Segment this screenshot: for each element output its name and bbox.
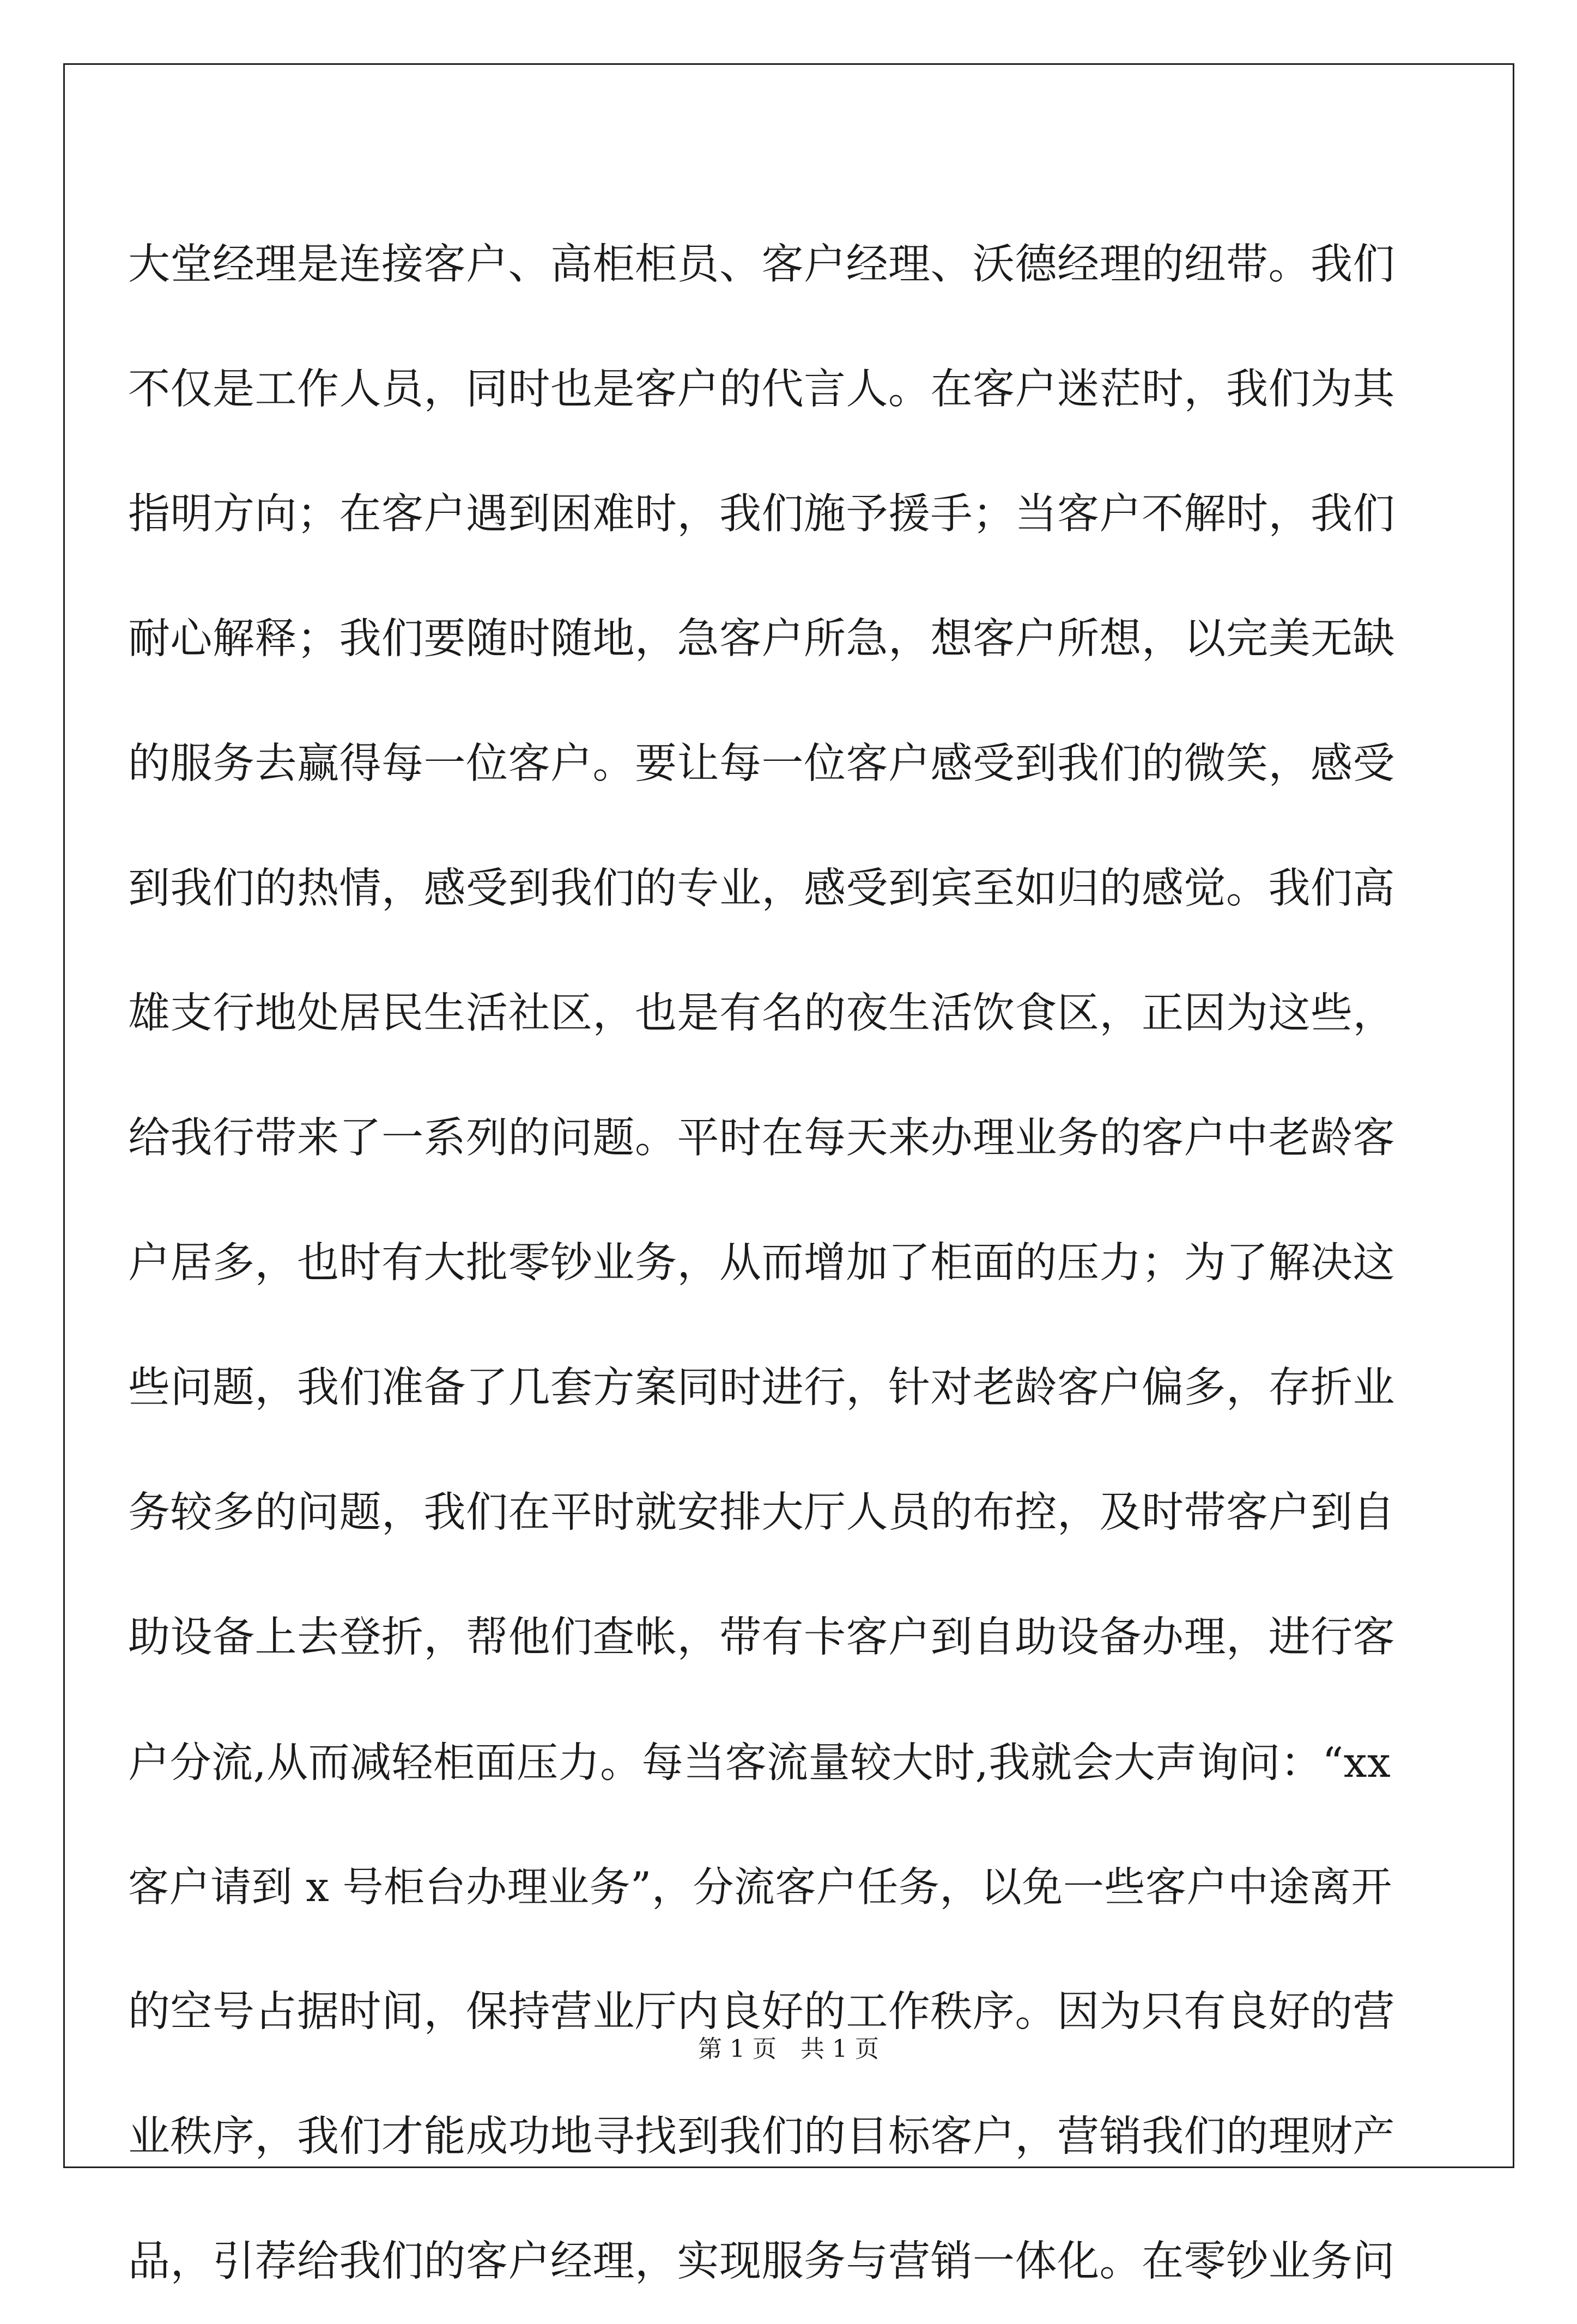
- text-line: 耐心解释；我们要随时随地，急客户所急，想客户所想，以完美无缺: [128, 615, 1395, 663]
- text-line: 大堂经理是连接客户、高柜柜员、客户经理、沃德经理的纽带。我们: [128, 240, 1395, 289]
- document-body: [128, 202, 1398, 2324]
- text-line: 雄支行地处居民生活社区，也是有名的夜生活饮食区，正因为这些，: [128, 989, 1395, 1038]
- text-line: 客户请到 x 号柜台办理业务”，分流客户任务，以免一些客户中途离开: [128, 1863, 1392, 1911]
- text-line: 务较多的问题，我们在平时就安排大厅人员的布控，及时带客户到自: [128, 1488, 1395, 1537]
- text-line: 品，引荐给我们的客户经理，实现服务与营销一体化。在零钞业务问: [128, 2237, 1395, 2286]
- text-line: 到我们的热情，感受到我们的专业，感受到宾至如归的感觉。我们高: [128, 864, 1395, 913]
- text-line: 给我行带来了一系列的问题。平时在每天来办理业务的客户中老龄客: [128, 1114, 1395, 1163]
- text-line: 不仅是工作人员，同时也是客户的代言人。在客户迷茫时，我们为其: [128, 365, 1395, 414]
- text-line: 业秩序，我们才能成功地寻找到我们的目标客户，营销我们的理财产: [128, 2113, 1395, 2161]
- text-line: 的空号占据时间，保持营业厅内良好的工作秩序。因为只有良好的营: [128, 1988, 1395, 2036]
- text-line: 些问题，我们准备了几套方案同时进行，针对老龄客户偏多，存折业: [128, 1364, 1395, 1412]
- text-line: 助设备上去登折，帮他们查帐，带有卡客户到自助设备办理，进行客: [128, 1613, 1395, 1662]
- text-line: 的服务去赢得每一位客户。要让每一位客户感受到我们的微笑，感受: [128, 740, 1395, 788]
- text-line: 指明方向；在客户遇到困难时，我们施予援手；当客户不解时，我们: [128, 490, 1395, 538]
- page-footer: 第 1 页 共 1 页: [698, 2035, 879, 2063]
- text-line: 户居多，也时有大批零钞业务，从而增加了柜面的压力；为了解决这: [128, 1239, 1395, 1287]
- text-line: 户分流,从而减轻柜面压力。每当客流量较大时,我就会大声询问：“xx: [128, 1738, 1391, 1787]
